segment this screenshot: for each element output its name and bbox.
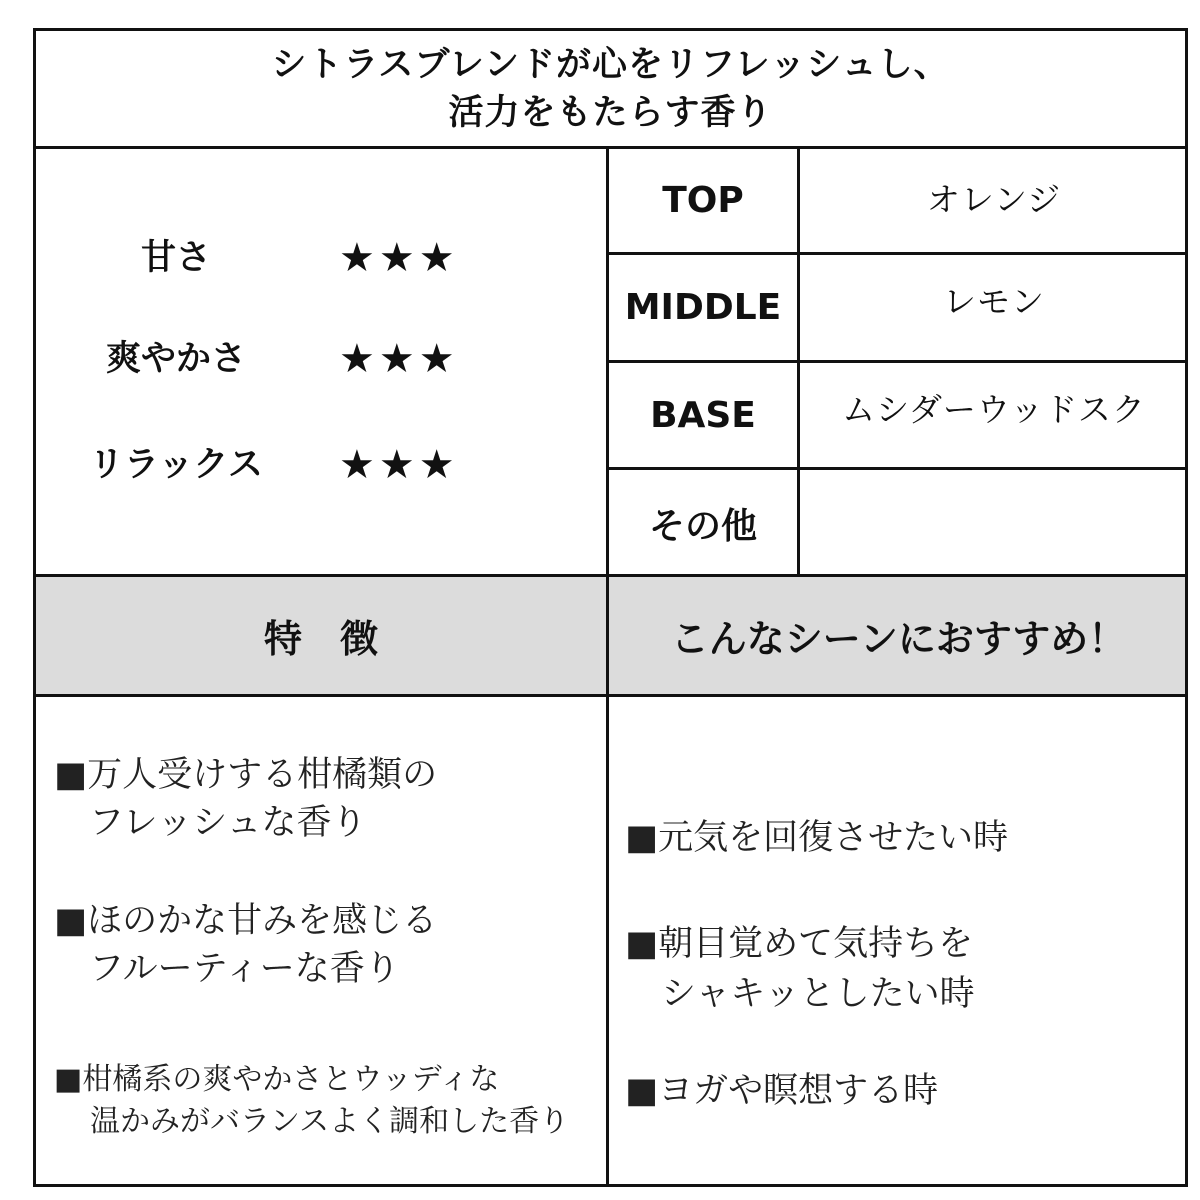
star-rating: ★★★ [339,235,459,281]
note-value [800,470,1188,577]
features-header: 特 徴 [36,577,609,694]
list-item [54,751,437,847]
bullet-square-icon: ■ [54,1062,83,1097]
star-rating: ★★★ [339,336,459,382]
features-list [36,697,609,1184]
scene-text-line: 朝目覚めて気持ちを [658,924,974,964]
title-block [36,31,1185,149]
note-key: その他 [609,470,800,577]
scene-text-line: 元気を回復させたい時 [658,818,1009,858]
rating-label: リラックス [89,445,263,485]
product-info-card [33,28,1188,1187]
title-line-1: シトラスブレンドが心をリフレッシュし、 [271,44,950,85]
scene-text-line: シャキッとしたい時 [661,974,975,1014]
feature-text-line: 温かみがバランスよく調和した香り [90,1104,570,1139]
bullet-square-icon: ■ [54,901,88,941]
scene-text-line: ヨガや瞑想する時 [658,1071,939,1111]
feature-text-line: フレッシュな香り [89,803,367,843]
feature-text-line: フルーティーな香り [89,949,400,989]
feature-text-line: 万人受けする柑橘類の [87,755,438,795]
rating-row-freshness [36,329,609,389]
lower-section [36,697,1185,1184]
note-row-middle [609,255,1188,363]
bullet-square-icon: ■ [54,755,88,795]
feature-text-line: 柑橘系の爽やかさとウッディな [82,1062,500,1097]
upper-section [36,149,1185,577]
section-header-band [36,577,1185,697]
list-item [54,897,437,993]
notes-table [609,149,1188,574]
note-key: BASE [609,363,800,467]
rating-label: 甘さ [140,238,211,278]
bullet-square-icon: ■ [625,818,659,858]
note-key: MIDDLE [609,255,800,360]
note-row-other [609,470,1188,577]
title-line-2: 活力をもたらす香り [448,92,773,133]
list-item [625,814,1008,862]
feature-text-line: ほのかな甘みを感じる [87,901,438,941]
note-value: レモン [943,282,1045,321]
note-row-base [609,363,1188,470]
note-value: ムシダーウッドスク [842,389,1146,429]
note-row-top [609,149,1188,255]
rating-row-sweetness [36,228,609,288]
note-value: オレンジ [926,180,1062,219]
bullet-square-icon: ■ [625,1071,659,1111]
rating-label: 爽やかさ [105,339,246,379]
bullet-square-icon: ■ [625,924,659,964]
list-item [625,1067,938,1115]
scenes-list [609,697,1188,1184]
ratings-panel [36,149,609,574]
list-item [625,919,975,1019]
scenes-header: こんなシーンにおすすめ！ [670,617,1127,661]
note-key: TOP [609,149,800,252]
rating-row-relax [36,435,609,495]
list-item [54,1059,569,1143]
star-rating: ★★★ [339,442,459,488]
